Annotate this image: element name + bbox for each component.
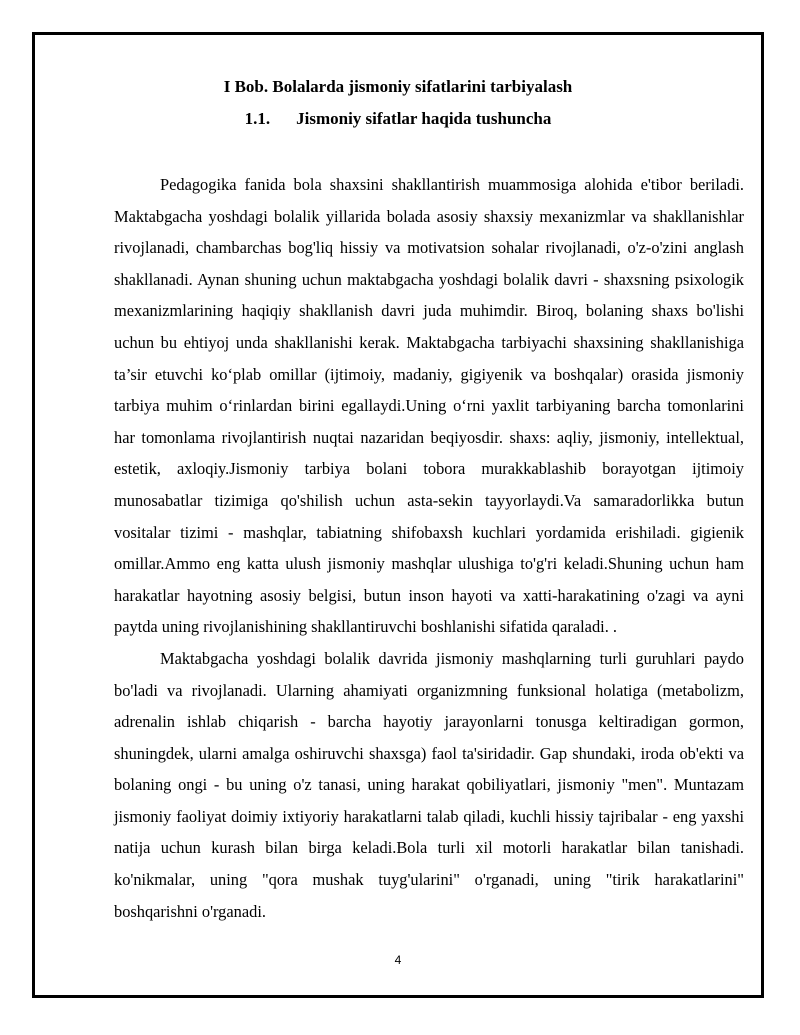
body-text bbox=[114, 169, 744, 927]
paragraph-1: Pedagogika fanida bola shaxsini shakllantirish muammosiga alohida e'tibor beriladi. Maktabgacha yoshdagi bolalik yillarida bolada asosiy shaxsiy mexanizmlar va shakllanishlar rivojlanadi, chambarchas bog'liq hissiy va motivatsion sohalar rivojlanadi, o'z-o'zini anglash shakllanadi. Aynan shuning uchun maktabgacha yoshdagi bolalik davri - shaxsning psixologik mexanizmlarining haqiqiy shakllanish davri juda muhimdir. Biroq, bolaning shaxs bo'lishi uchun bu ehtiyoj unda shakllanishi kerak. Maktabgacha tarbiyachi shaxsining shakllanishiga ta’sir etuvchi ko‘plab omillar (ijtimoiy, madaniy, gigiyenik va boshqalar) orasida jismoniy tarbiya muhim o‘rinlardan birini egallaydi.Uning o‘rni yaxlit tarbiyaning barcha tomonlarini har tomonlama rivojlantirish nuqtai nazaridan beqiyosdir. shaxs: aqliy, jismoniy, intellektual, estetik, axloqiy.Jismoniy tarbiya bolani tobora murakkablashib borayotgan ijtimoiy munosabatlar tizimiga qo'shilish uchun asta-sekin tayyorlaydi.Va samaradorlikka butun vositalar tizimi - mashqlar, tabiatning shifobaxsh kuchlari yordamida erishiladi. gigienik omillar.Ammo eng katta ulush jismoniy mashqlar ulushiga to'g'ri keladi.Shuning uchun ham harakatlar hayotning asosiy belgisi, butun inson hayoti va xatti-harakatining o'zagi va ayni paytda uning rivojlanishining shakllantiruvchi boshlanishi sifatida qaraladi. . bbox=[114, 175, 744, 637]
section-title: Jismoniy sifatlar haqida tushuncha bbox=[296, 109, 552, 128]
section-heading bbox=[35, 109, 761, 129]
paragraph-2: Maktabgacha yoshdagi bolalik davrida jismoniy mashqlarning turli guruhlari paydo bo'ladi va rivojlanadi. Ularning ahamiyati organizmning funksional holatiga (metabolizm, adrenalin ishlab chiqarish - barcha hayotiy jarayonlarni tonusga keltiradigan gormon, shuningdek, ularni amalga oshiruvchi shaxsga) faol ta'siridadir. Gap shundaki, iroda ob'ekti va bolaning ongi - bu uning o'z tanasi, uning harakat qobiliyatlari, jismoniy "men". Muntazam jismoniy faoliyat doimiy ixtiyoriy harakatlarni talab qiladi, kuchli hissiy tajribalar - eng yaxshi natija uchun kurash bilan birga keladi.Bola turli xil motorli harakatlar bilan tanishadi. ko'nikmalar, uning "qora mushak tuyg'ularini" o'rganadi, uning "tirik harakatlarini" boshqarishni o'rganadi. bbox=[114, 648, 744, 921]
section-number: 1.1. bbox=[244, 109, 271, 128]
page-number: 4 bbox=[394, 953, 402, 967]
chapter-title: I Bob. Bolalarda jismoniy sifatlarini tarbiyalash bbox=[223, 77, 573, 96]
page-frame bbox=[32, 32, 764, 998]
